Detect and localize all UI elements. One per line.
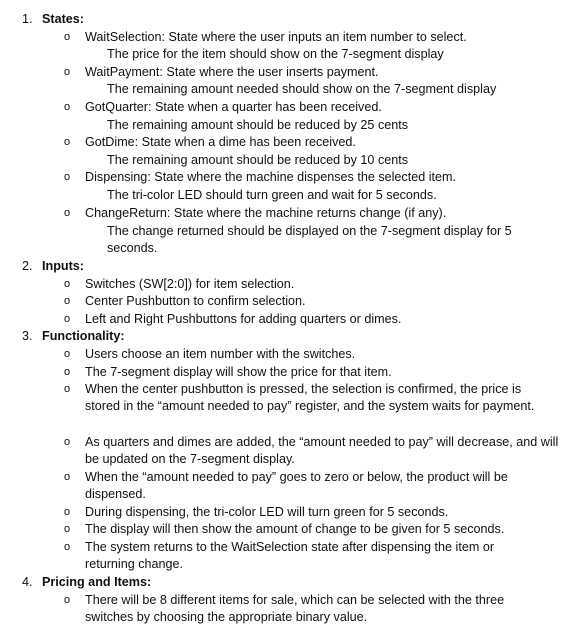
- bullet-icon: o: [63, 383, 71, 395]
- bullet-icon: o: [63, 66, 71, 78]
- bullet-icon: o: [63, 506, 71, 518]
- list-item-text: When the center pushbutton is pressed, the selection is confirmed, the price is stored in the “amount needed to pay” register, and the system waits for payment.: [85, 382, 535, 414]
- section-title: Functionality:: [42, 329, 125, 343]
- bullet-icon: o: [63, 436, 71, 448]
- list-item-subtext: The change returned should be displayed on the 7-segment display for 5 seconds.: [107, 224, 512, 256]
- bullet-icon: o: [63, 136, 71, 148]
- bullet-icon: o: [63, 366, 71, 378]
- bullet-icon: o: [63, 295, 71, 307]
- bullet-icon: o: [63, 541, 71, 553]
- bullet-icon: o: [63, 278, 71, 290]
- list-item-text: When the “amount needed to pay” goes to zero or below, the product will be dispensed.: [85, 470, 508, 502]
- list-item-text: Users choose an item number with the switches.: [85, 347, 356, 361]
- list-item-subtext: The remaining amount should be reduced by 10 cents: [107, 153, 409, 167]
- list-item-text: Dispensing: State where the machine dispenses the selected item.: [85, 170, 457, 184]
- bullet-icon: o: [63, 523, 71, 535]
- section-title: Pricing and Items:: [42, 575, 152, 589]
- list-item-text: The display will then show the amount of change to be given for 5 seconds.: [85, 522, 505, 536]
- bullet-icon: o: [63, 101, 71, 113]
- section-number: 1.: [22, 12, 33, 26]
- bullet-icon: o: [63, 31, 71, 43]
- list-item-subtext: The price for the item should show on the 7-segment display: [107, 47, 444, 61]
- bullet-icon: o: [63, 171, 71, 183]
- list-item-text: The 7-segment display will show the price for that item.: [85, 365, 392, 379]
- list-item-text: GotDime: State when a dime has been received.: [85, 135, 356, 149]
- list-item-text: The system returns to the WaitSelection state after dispensing the item or returning change.: [85, 540, 495, 572]
- section-number: 4.: [22, 575, 33, 589]
- list-item-subtext: The remaining amount needed should show on the 7-segment display: [107, 82, 497, 96]
- bullet-icon: o: [63, 471, 71, 483]
- list-item-text: GotQuarter: State when a quarter has been received.: [85, 100, 382, 114]
- list-item-subtext: The tri-color LED should turn green and wait for 5 seconds.: [107, 188, 437, 202]
- bullet-icon: o: [63, 594, 71, 606]
- list-item-text: During dispensing, the tri-color LED will turn green for 5 seconds.: [85, 505, 449, 519]
- bullet-icon: o: [63, 207, 71, 219]
- bullet-icon: o: [63, 348, 71, 360]
- list-item-text: WaitSelection: State where the user inputs an item number to select.: [85, 30, 467, 44]
- section-number: 2.: [22, 259, 33, 273]
- list-item-text: Left and Right Pushbuttons for adding quarters or dimes.: [85, 312, 402, 326]
- section-title: States:: [42, 12, 84, 26]
- list-item-text: ChangeReturn: State where the machine returns change (if any).: [85, 206, 447, 220]
- list-item-text: Switches (SW[2:0]) for item selection.: [85, 277, 295, 291]
- section-title: Inputs:: [42, 259, 84, 273]
- list-item-text: As quarters and dimes are added, the “amount needed to pay” will decrease, and will be updated on the 7-segment display.: [85, 435, 559, 467]
- list-item-text: WaitPayment: State where the user inserts payment.: [85, 65, 379, 79]
- list-item-subtext: The remaining amount should be reduced by 25 cents: [107, 118, 409, 132]
- bullet-icon: o: [63, 313, 71, 325]
- list-item-text: There will be 8 different items for sale, which can be selected with the three switches by choosing the appropriate binary value.: [85, 593, 505, 625]
- section-number: 3.: [22, 329, 33, 343]
- list-item-text: Center Pushbutton to confirm selection.: [85, 294, 306, 308]
